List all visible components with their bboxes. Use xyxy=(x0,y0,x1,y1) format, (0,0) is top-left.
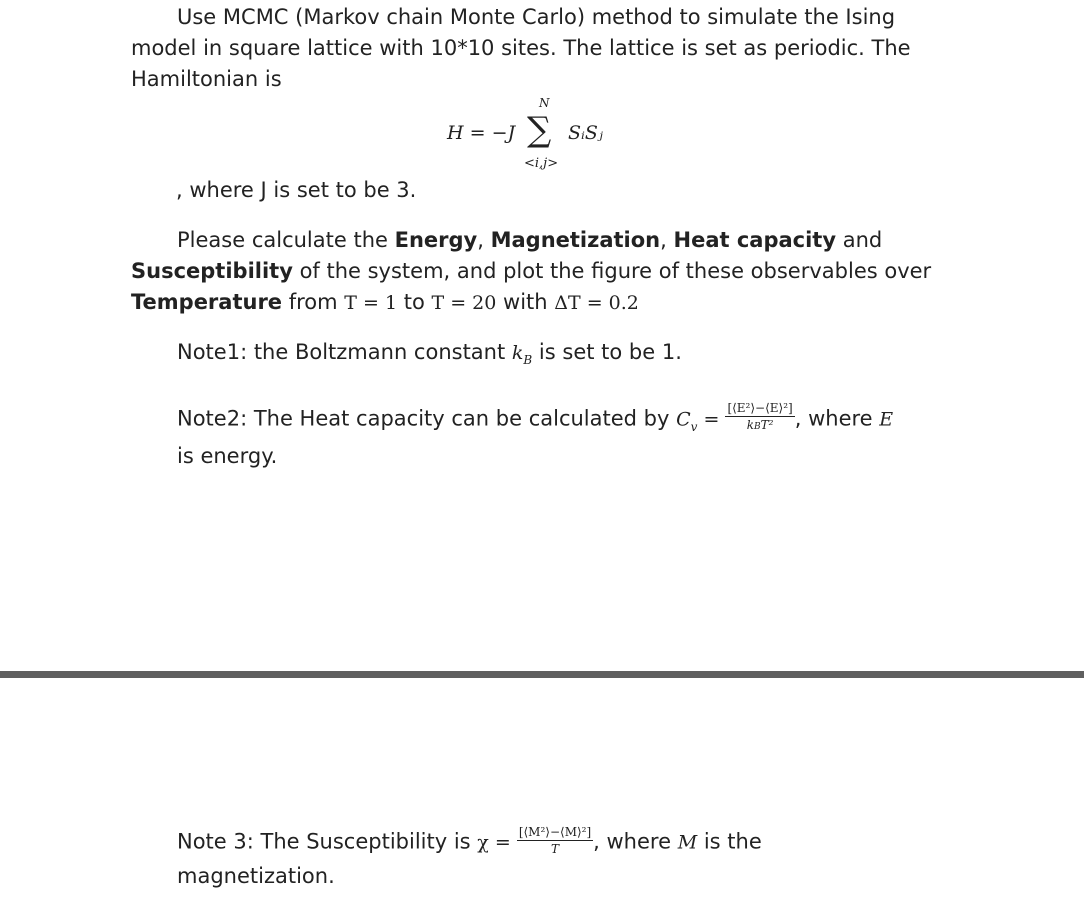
heat-capacity-fraction xyxy=(725,400,794,435)
task-text: Please calculate the xyxy=(177,228,395,252)
boltzmann-k: k xyxy=(511,342,524,364)
fraction-denominator: T xyxy=(550,842,559,856)
note2-line xyxy=(177,402,893,437)
section-divider xyxy=(0,671,1084,678)
heat-capacity-term: Heat capacity xyxy=(673,228,837,252)
intro-line-1: Use MCMC (Markov chain Monte Carlo) method to simulate the Ising xyxy=(177,5,896,29)
note2-text: Note2: The Heat capacity can be calculated by xyxy=(177,406,677,431)
to-text: to xyxy=(397,290,432,314)
energy-symbol: E xyxy=(879,408,894,431)
note3-line-2: magnetization. xyxy=(177,864,335,888)
t-start: T = 1 xyxy=(344,292,398,314)
boltzmann-sub: B xyxy=(523,353,533,367)
cv-symbol: C xyxy=(676,408,691,431)
fraction-numerator: [⟨M²⟩−⟨M⟩²] xyxy=(518,825,592,839)
fraction-numerator: [⟨E²⟩−⟨E⟩²] xyxy=(727,401,793,415)
temperature-term: Temperature xyxy=(131,290,283,314)
spin-product: SᵢSⱼ xyxy=(568,122,603,144)
note3-line xyxy=(177,826,762,859)
from-text: from xyxy=(282,290,345,314)
cv-sub: v xyxy=(690,419,698,434)
with-text: with xyxy=(496,290,555,314)
den-sub: B xyxy=(754,422,761,432)
comma: , xyxy=(477,228,491,252)
note3-rest: is the xyxy=(697,829,762,854)
where-j-line: , where J is set to be 3. xyxy=(176,178,417,202)
comma: , xyxy=(660,228,674,252)
where-text: , where xyxy=(794,406,880,431)
where-text: , where xyxy=(593,829,678,854)
den-k: k xyxy=(746,418,754,432)
note1-rest: is set to be 1. xyxy=(532,340,682,364)
task-line-1 xyxy=(177,226,882,254)
and-text: and xyxy=(836,228,883,252)
hamiltonian-equation xyxy=(447,96,627,178)
equals: = xyxy=(488,831,517,854)
equals: = xyxy=(697,408,726,431)
note1-line xyxy=(177,338,682,369)
chi-symbol: χ xyxy=(477,831,489,854)
t-end: T = 20 xyxy=(431,292,497,314)
sum-upper-limit: N xyxy=(539,96,550,110)
magnetization-symbol: M xyxy=(677,831,698,854)
den-t2: T² xyxy=(760,418,774,432)
magnetization-term: Magnetization xyxy=(490,228,661,252)
delta-t: ΔT = 0.2 xyxy=(554,292,639,314)
susceptibility-fraction xyxy=(517,824,593,857)
intro-line-3: Hamiltonian is xyxy=(131,67,282,91)
task-line-2 xyxy=(131,257,931,285)
hamiltonian-lhs: H = −J xyxy=(447,122,516,144)
note1-text: Note1: the Boltzmann constant xyxy=(177,340,512,364)
susceptibility-term: Susceptibility xyxy=(131,259,293,283)
task-text-2: of the system, and plot the figure of these observables over xyxy=(292,259,932,283)
fraction-denominator xyxy=(725,417,794,435)
sum-lower-limit: <i,j> xyxy=(524,156,559,171)
sum-symbol: ∑ xyxy=(527,110,552,150)
task-line-3 xyxy=(131,288,639,317)
note2-line-2: is energy. xyxy=(177,444,278,468)
note3-text: Note 3: The Susceptibility is xyxy=(177,829,478,854)
energy-term: Energy xyxy=(394,228,478,252)
intro-line-2: model in square lattice with 10*10 sites. The lattice is set as periodic. The xyxy=(131,36,911,60)
